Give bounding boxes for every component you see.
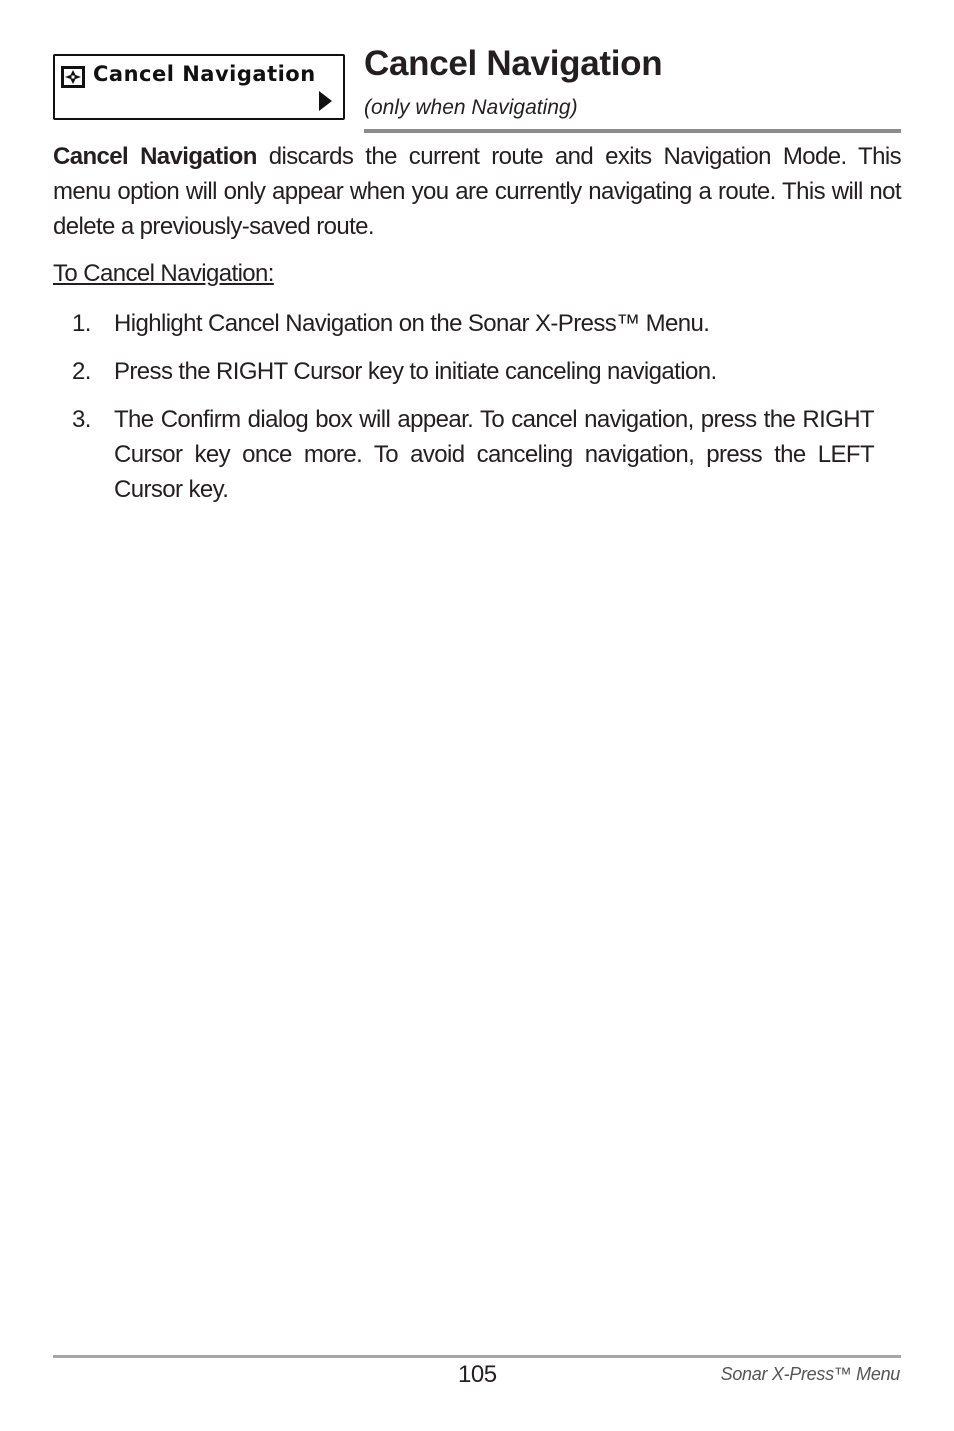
- page-subtitle: (only when Navigating): [364, 96, 578, 119]
- description-paragraph: [53, 139, 901, 244]
- menu-item-screenshot: [53, 54, 345, 120]
- menu-item-label: Cancel Navigation: [93, 62, 316, 86]
- footer-divider: [53, 1355, 901, 1358]
- step-number: 3.: [72, 406, 91, 433]
- step-text: The Confirm dialog box will appear. To cancel navigation, press the RIGHT Cursor key once more. To avoid canceling navigation, press the LEFT Cursor key.: [114, 406, 874, 503]
- step-number: 1.: [72, 310, 91, 337]
- step-text: Highlight Cancel Navigation on the Sonar X-Press™ Menu.: [114, 310, 710, 337]
- footer-section-label: Sonar X-Press™ Menu: [720, 1364, 900, 1384]
- navigation-cross-icon: [61, 66, 85, 88]
- procedure-step: [72, 354, 874, 389]
- procedure-heading: To Cancel Navigation:: [53, 260, 274, 287]
- procedure-step: [72, 306, 874, 341]
- title-divider: [364, 129, 901, 133]
- description-text: discards the current route and exits Navigation Mode. This menu option will only appear when you are currently navigating a route. This will not delete a previously-saved route.: [53, 143, 901, 240]
- description-term: Cancel Navigation: [53, 143, 257, 170]
- procedure-step: [72, 402, 874, 507]
- step-number: 2.: [72, 358, 91, 385]
- page-title: Cancel Navigation: [364, 44, 663, 83]
- right-arrow-icon: [317, 90, 333, 112]
- page-number: 105: [458, 1361, 497, 1388]
- step-text: Press the RIGHT Cursor key to initiate canceling navigation.: [114, 358, 717, 385]
